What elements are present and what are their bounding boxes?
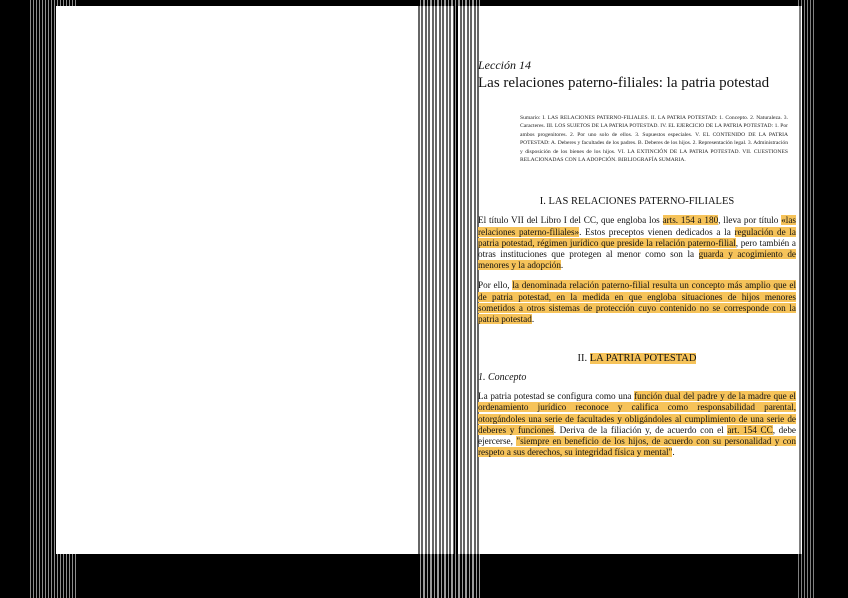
highlighted-text: regulación de la patria potestad, régimen jurídico que preside la relación paterno-filial — [478, 226, 797, 248]
right-page-edge — [798, 0, 816, 598]
text-run: , lleva por título — [718, 215, 782, 226]
text-run: . Estos preceptos vienen dedicados a la — [579, 226, 735, 237]
lesson-label: Lección 14 — [478, 58, 531, 72]
left-page-blank — [56, 6, 454, 554]
text-run: , pero también a otras instituciones que protegen al menor como son la — [478, 237, 796, 260]
section-title-highlighted: LA PATRIA POTESTAD — [589, 353, 697, 365]
highlighted-text: art. 154 CC — [727, 424, 773, 435]
highlighted-text: guarda y acogimiento de menores y la adopción — [478, 249, 796, 271]
text-run: . Deriva de la filiación y, de acuerdo con el — [553, 424, 728, 435]
section-heading-2 — [478, 353, 796, 364]
highlighted-text: arts. 154 a 180 — [662, 215, 719, 226]
subsection-heading: 1. Concepto — [478, 372, 527, 384]
lesson-summary: Sumario: I. LAS RELACIONES PATERNO-FILIALES. II. LA PATRIA POTESTAD: 1. Concepto. 2. Naturaleza. 3. Caracteres. III. LOS SUJETOS DE LA PATRIA POTESTAD. IV. EL EJERCICIO DE LA PATRIA POTESTAD: 1. Por ambos progenitores. 2. Por uno solo de ellos. 3. Supuestos especiales. V. EL CONTENIDO DE LA PATRIA POTESTAD: A. Deberes y facultades de los padres. B. Deberes de los hijos. 2. Representación legal. 3. Administración y disposición de los bienes de los hijos. VI. LA EXTINCIÓN DE LA PATRIA POTESTAD. VII. CUESTIONES RELACIONADAS CON LA ADOPCIÓN. BIBLIOGRAFÍA SUMARIA. — [520, 115, 788, 164]
paragraph — [478, 391, 796, 458]
text-run: El título VII del Libro I del CC, que engloba los — [478, 215, 663, 226]
text-run: . — [560, 260, 564, 271]
paragraph — [478, 215, 796, 271]
text-run: . — [531, 314, 535, 325]
text-run: Por ello, — [478, 280, 513, 291]
section-number: II. — [577, 353, 590, 365]
highlighted-text: "siempre en beneficio de los hijos, de acuerdo con su personalidad y con respeto a sus derechos, su integridad física y mental" — [478, 436, 796, 458]
section-heading-1: I. LAS RELACIONES PATERNO-FILIALES — [539, 196, 735, 208]
highlighted-text: función dual del padre y de la madre que el ordenamiento jurídico reconoce y califica como responsabilidad parental, otorgándoles una serie de facultades y obligándoles al cumplimiento de una serie de deberes y funciones — [478, 391, 796, 435]
book-gutter — [418, 0, 480, 598]
highlighted-text: la denominada relación paterno-filial resulta un concepto más amplio que el de patria potestad, en la medida en que engloba situaciones de hijos menores sometidos a otros sistemas de protección cuyo contenido no se corresponde con la patria potestad — [478, 280, 796, 325]
page-content — [478, 58, 796, 467]
highlighted-text: «las relaciones paterno-filiales» — [478, 215, 796, 237]
paragraph — [478, 280, 796, 325]
text-run: . — [672, 447, 675, 458]
text-run: La patria potestad se configura como una — [478, 391, 635, 402]
lesson-title: Las relaciones paterno-filiales: la patria potestad — [478, 75, 770, 91]
text-run: , debe ejercerse, — [478, 424, 797, 447]
